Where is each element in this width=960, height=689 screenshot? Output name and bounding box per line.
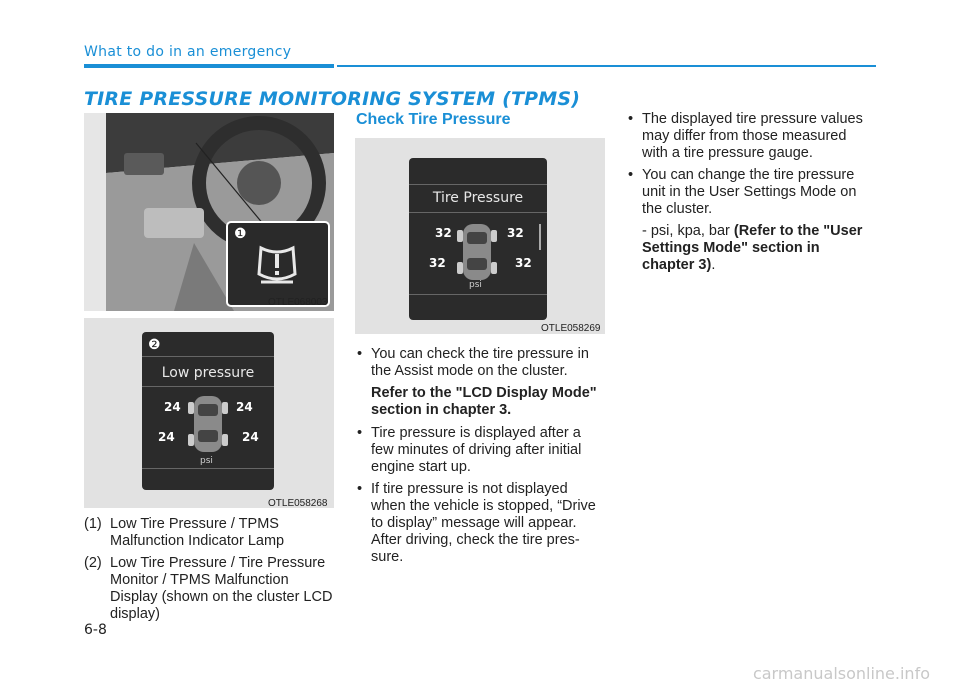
- legend-item-2: [84, 555, 339, 623]
- right-bullet-1: • The displayed tire pressure values may differ from those measured with a tire pressure gauge.: [626, 111, 876, 162]
- pressure-unit-2: psi: [469, 280, 482, 290]
- tire-value-front-left: 24: [164, 400, 181, 414]
- lcd-divider-mid: [142, 386, 274, 387]
- lcd-title-tire-pressure: Tire Pressure: [432, 190, 524, 206]
- legend-text-1: Low Tire Pressure / TPMS Malfunction Indicator Lamp: [110, 516, 285, 549]
- lcd-title-low-pressure: Low pressure: [161, 365, 255, 381]
- right-bullet-2: • You can change the tire pressure unit in the User Settings Mode on the cluster.: [626, 167, 876, 218]
- callout-1: ❶: [234, 225, 247, 241]
- user-settings-reference: (Refer to the "User Settings Mode" section in chapter 3): [642, 223, 863, 273]
- figure-code-3: OTLE058269: [541, 323, 601, 334]
- right-column-body: [626, 111, 876, 274]
- lcd-divider-top: [142, 356, 274, 357]
- lcd-divider-bottom: [142, 468, 274, 469]
- callout-2: ❷: [148, 336, 161, 352]
- car-top-view-icon-2: [457, 220, 497, 284]
- figure-dashboard-photo: [84, 113, 334, 311]
- figure-code-2: OTLE058268: [268, 498, 328, 509]
- figure-legend: [84, 516, 339, 628]
- tire-value-rear-right-2: 32: [515, 256, 532, 270]
- lcd-mode-reference-note: Refer to the "LCD Display Mode" section in chapter 3.: [371, 385, 597, 418]
- lcd-divider-bottom-2: [409, 294, 547, 295]
- car-top-view-icon: [188, 392, 228, 456]
- check-bullet-1: • You can check the tire pressure in the Assist mode on the cluster.: [355, 346, 605, 380]
- tire-value-rear-left: 24: [158, 430, 175, 444]
- figure-low-pressure: [84, 318, 334, 508]
- site-watermark: carmanualsonline.info: [752, 664, 930, 683]
- figure-code-1: OTLE068003: [268, 297, 328, 308]
- unit-options-line: [626, 223, 876, 274]
- legend-text-2: Low Tire Pressure / Tire Pressure Monitor / TPMS Malfunction Display (shown on the cluster LCD display): [110, 555, 333, 622]
- page-number: 6-8: [84, 622, 107, 638]
- check-bullet-2: • Tire pressure is displayed after a few minutes of driving after initial engine start up.: [355, 425, 605, 476]
- legend-num-1: (1): [84, 516, 102, 532]
- legend-item-1: [84, 516, 339, 550]
- tire-value-front-left-2: 32: [435, 226, 452, 240]
- unit-options-suffix: .: [711, 257, 716, 273]
- figure-tire-pressure: [355, 138, 605, 334]
- tpms-warning-icon: [255, 242, 299, 286]
- check-bullet-3: • If tire pressure is not displayed when the vehicle is stopped, “Drive to display” message will appear. After driving, check the tire pres-sure.: [355, 481, 605, 566]
- lcd-divider-mid-2: [409, 212, 547, 213]
- section-header-label: What to do in an emergency: [84, 44, 292, 60]
- check-tire-pressure-heading: Check Tire Pressure: [356, 111, 511, 128]
- pressure-unit: psi: [200, 456, 213, 466]
- page-title: TIRE PRESSURE MONITORING SYSTEM (TPMS): [84, 88, 581, 110]
- tire-value-front-right-2: 32: [507, 226, 524, 240]
- tire-value-rear-left-2: 32: [429, 256, 446, 270]
- check-tire-pressure-body: [355, 346, 605, 571]
- legend-num-2: (2): [84, 555, 102, 571]
- scroll-indicator: [539, 224, 541, 250]
- unit-options-text: - psi, kpa, bar: [642, 223, 734, 239]
- tire-value-front-right: 24: [236, 400, 253, 414]
- tire-value-rear-right: 24: [242, 430, 259, 444]
- lcd-divider-top-2: [409, 184, 547, 185]
- header-rule: [337, 65, 876, 67]
- header-bar-accent: [84, 64, 334, 68]
